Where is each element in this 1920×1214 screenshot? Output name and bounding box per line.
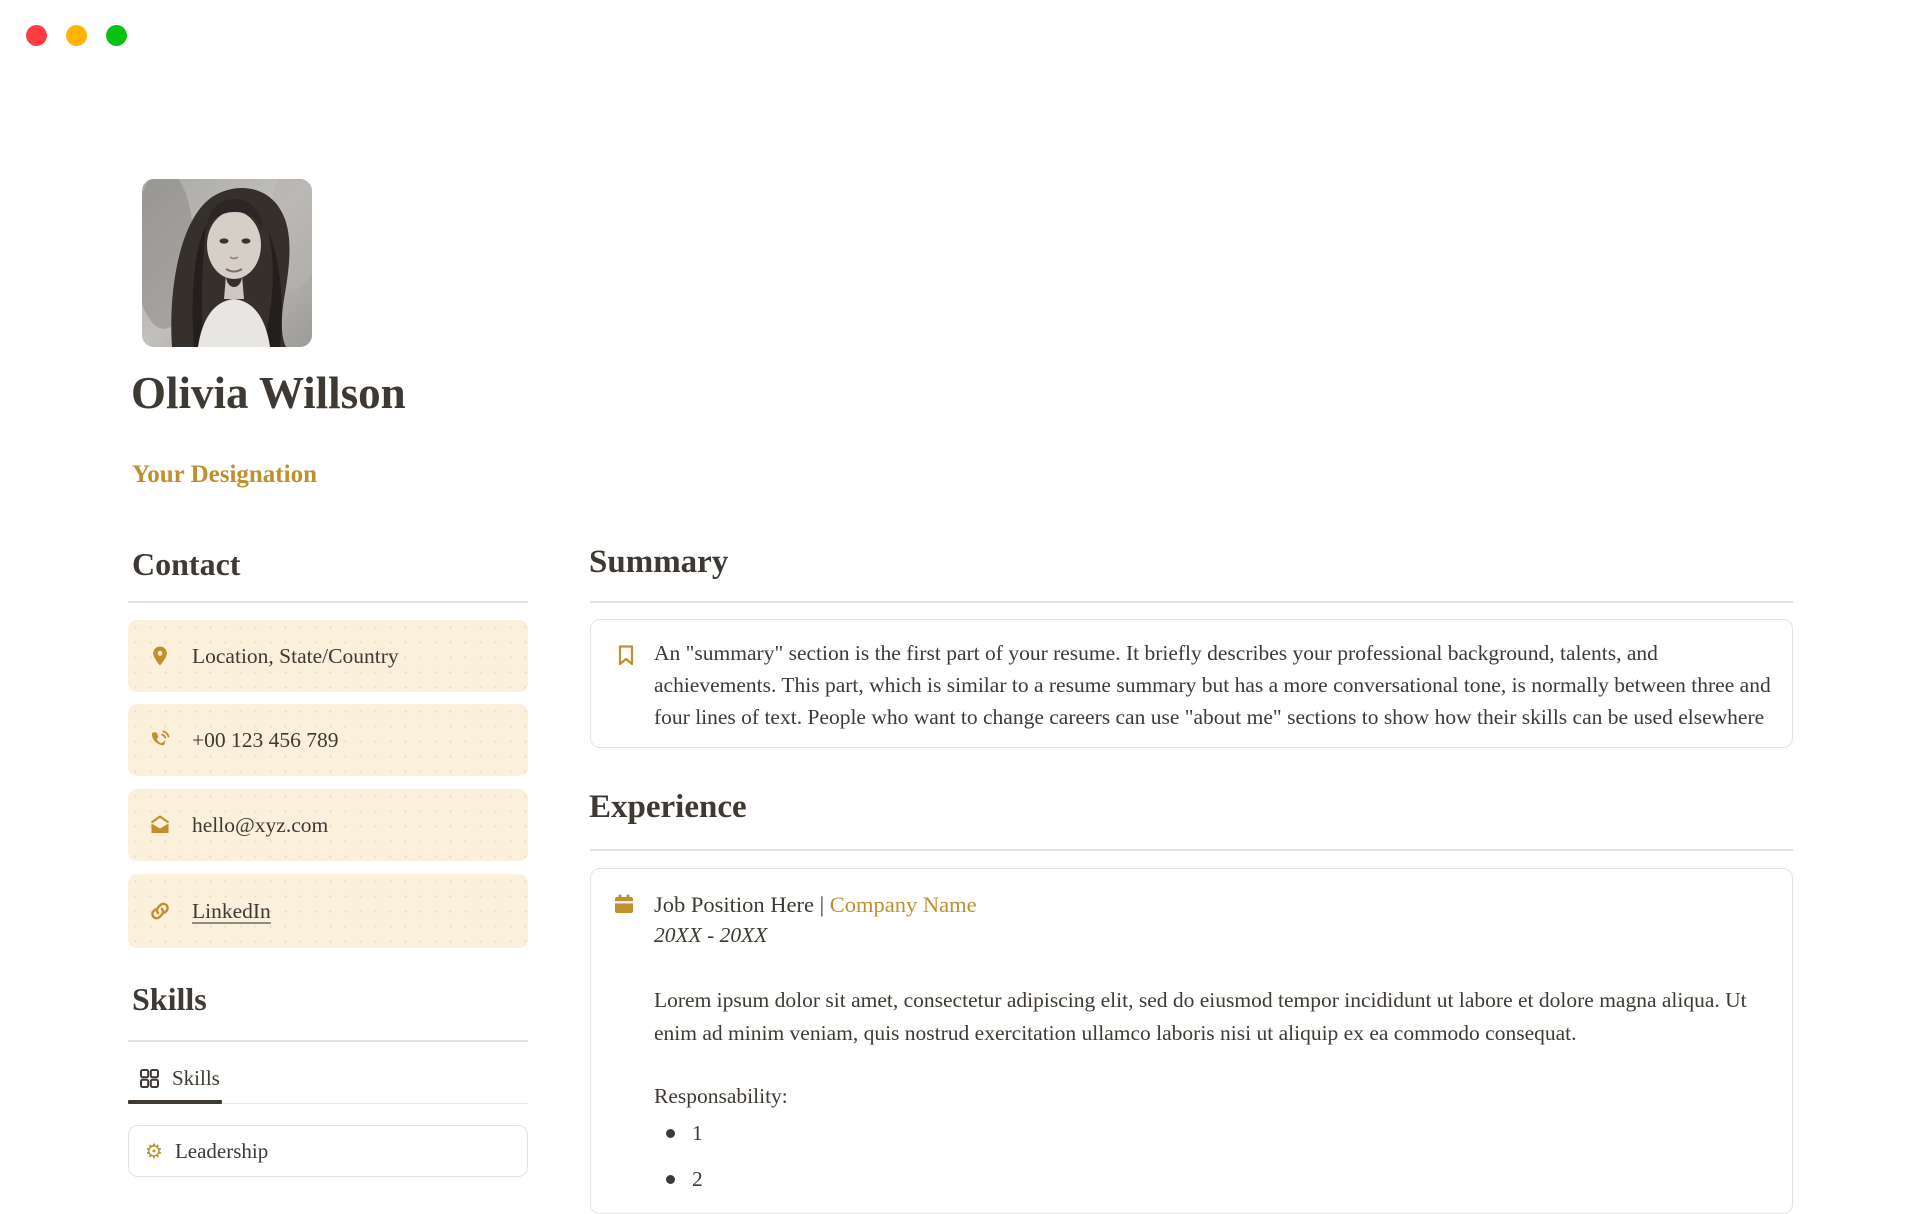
- location-pin-icon: [149, 645, 171, 667]
- profile-photo: [142, 179, 312, 347]
- responsibility-text: 1: [692, 1121, 703, 1145]
- bullet-dot: [666, 1175, 675, 1184]
- tab-active-underline: [128, 1100, 222, 1104]
- responsibility-item: [666, 1167, 703, 1192]
- email-icon: [149, 814, 171, 836]
- contact-item-linkedin[interactable]: [128, 874, 528, 948]
- contact-heading: Contact: [132, 546, 241, 582]
- bookmark-icon: [616, 644, 636, 671]
- linkedin-link[interactable]: LinkedIn: [192, 898, 271, 923]
- summary-text: An "summary" section is the first part of your resume. It briefly describes your professional background, talents, and achievements. This part, which is similar to a resume summary but has a more conversational tone, is normally between three and four lines of text. People who want to change careers can use "about me" sections to show how their skills can be used elsewhere: [654, 641, 1771, 729]
- contact-email-label: hello@xyz.com: [192, 812, 329, 837]
- experience-heading: Experience: [589, 789, 747, 825]
- phone-icon: [149, 729, 171, 751]
- calendar-icon: [613, 893, 635, 920]
- contact-phone-label: +00 123 456 789: [192, 727, 339, 752]
- summary-card: [590, 619, 1793, 748]
- experience-divider: [590, 849, 1793, 851]
- profile-designation: Your Designation: [132, 461, 317, 488]
- contact-item-phone[interactable]: [128, 704, 528, 776]
- bullet-dot: [666, 1129, 675, 1138]
- gear-icon: ⚙: [145, 1139, 163, 1163]
- tab-skills[interactable]: [139, 1066, 220, 1091]
- skill-card-leadership[interactable]: [128, 1125, 528, 1177]
- job-title: Job Position Here: [654, 892, 814, 917]
- window-controls: [26, 25, 127, 46]
- job-title-line: [654, 890, 977, 919]
- tab-skills-label: Skills: [172, 1066, 220, 1090]
- profile-name: Olivia Willson: [131, 368, 406, 418]
- job-dates: 20XX - 20XX: [654, 923, 768, 947]
- contact-location-label: Location, State/Country: [192, 643, 399, 668]
- skills-heading: Skills: [132, 981, 207, 1017]
- job-description: Lorem ipsum dolor sit amet, consectetur adipiscing elit, sed do eiusmod tempor incididunt ut labore et dolore magna aliqua. Ut enim ad minim veniam, quis nostrud exercitation ullamco laboris nisi ut aliquip ex ea commodo consequat.: [654, 988, 1747, 1045]
- summary-divider: [590, 601, 1793, 603]
- contact-item-email[interactable]: [128, 789, 528, 861]
- grid-view-icon: [139, 1068, 160, 1089]
- job-separator: |: [814, 892, 830, 917]
- portrait-placeholder-image: [142, 179, 312, 347]
- responsibility-text: 2: [692, 1167, 703, 1191]
- zoom-button[interactable]: [106, 25, 127, 46]
- skill-label: Leadership: [174, 1138, 269, 1163]
- contact-item-location[interactable]: [128, 620, 528, 692]
- summary-heading: Summary: [589, 544, 729, 580]
- skills-divider: [128, 1040, 528, 1042]
- close-button[interactable]: [26, 25, 47, 46]
- minimize-button[interactable]: [66, 25, 87, 46]
- responsibility-label: Responsability:: [654, 1084, 788, 1108]
- responsibility-item: [666, 1121, 703, 1146]
- experience-card: [590, 868, 1793, 1214]
- link-icon: [149, 900, 171, 922]
- company-name[interactable]: Company Name: [829, 892, 977, 917]
- contact-divider: [128, 601, 528, 603]
